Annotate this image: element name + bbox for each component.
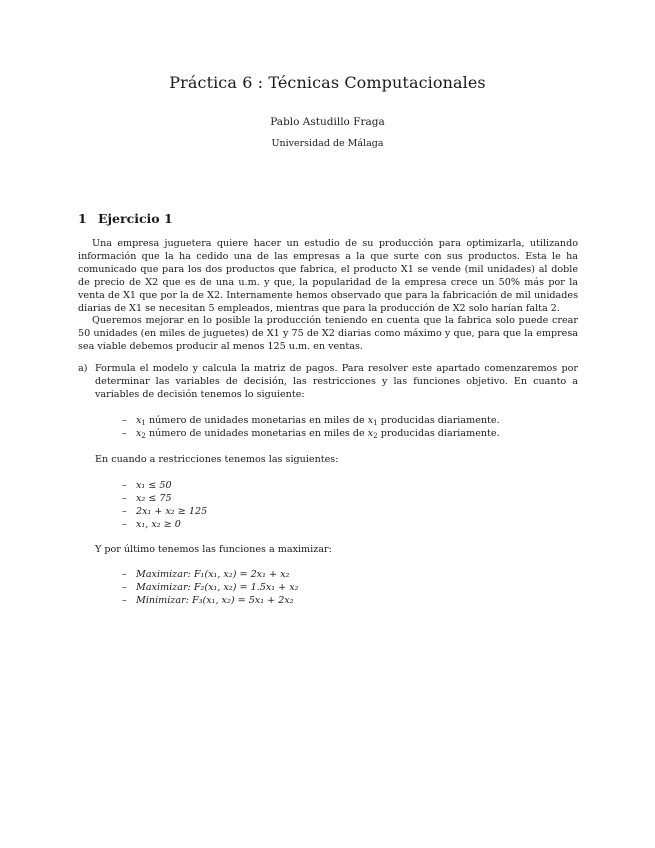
list-item: – $x_2$ número de unidades monetarias en miles de $x_2$ producidas diariamente. [122,427,500,440]
objective-functions-list [122,569,298,608]
author-name: Pablo Astudillo Fraga [270,116,385,128]
list-item: – Maximizar: F₂(x₁, x₂) = 1.5x₁ + x₂ [122,581,299,593]
list-item: – Minimizar: F₃(x₁, x₂) = 5x₁ + 2x₂ [122,594,294,606]
document-title: Práctica 6 : Técnicas Computacionales [169,73,486,92]
objectives-intro: Y por último tenemos las funciones a maximizar: [95,544,332,555]
list-item: – 2x₁ + x₂ ≥ 125 [122,505,208,517]
list-item: – x₁, x₂ ≥ 0 [122,518,181,530]
paragraph-constraints: Queremos mejorar en lo posible la producción teniendo en cuenta que la fabrica solo puede crear 50 unidades (en miles de juguetes) de X1 y 75 de X2 diarias como máximo y que, para que la empresa sea viable debemos producir al menos 125 u.m. en ventas. [78,315,578,352]
restrictions-intro: En cuando a restricciones tenemos las siguientes: [95,454,339,465]
list-item: – x₁ ≤ 50 [122,480,172,491]
item-label: a) [78,363,88,374]
list-item: – Maximizar: F₁(x₁, x₂) = 2x₁ + x₂ [122,569,290,580]
restrictions-list [122,480,207,532]
item-text: Formula el modelo y calcula la matriz de pagos. Para resolver este apartado comenzaremos por determinar las variables de decisión, las restricciones y las funciones objetivo. En cuanto a variables de decisión tenemos lo siguiente: [95,363,578,400]
section-heading [78,211,173,227]
paragraph-intro: Una empresa juguetera quiere hacer un estudio de su producción para optimizarla, utilizando información que la ha cedido una de las empresas a la que surte con sus productos. Esta le ha comunicado que para los dos productos que fabrica, el producto X1 se vende (mil unidades) al doble de precio de X2 que es de una u.m. y que, la popularidad de la empresa crece un 50% más por la venta de X1 que por la de X2. Internamente hemos observado que para la fabricación de mil unidades diarias de X1 se necesitan 5 empleados, mientras que para la producción de X2 solo harían falta 2. [78,238,578,314]
affiliation: Universidad de Málaga [271,138,384,149]
list-item: – $x_1$ número de unidades monetarias en miles de $x_1$ producidas diariamente. [122,415,500,427]
list-item: – x₂ ≤ 75 [122,492,172,504]
decision-variables-list [122,415,500,441]
section-number: 1 [78,211,87,226]
section-title: Ejercicio 1 [98,211,173,226]
